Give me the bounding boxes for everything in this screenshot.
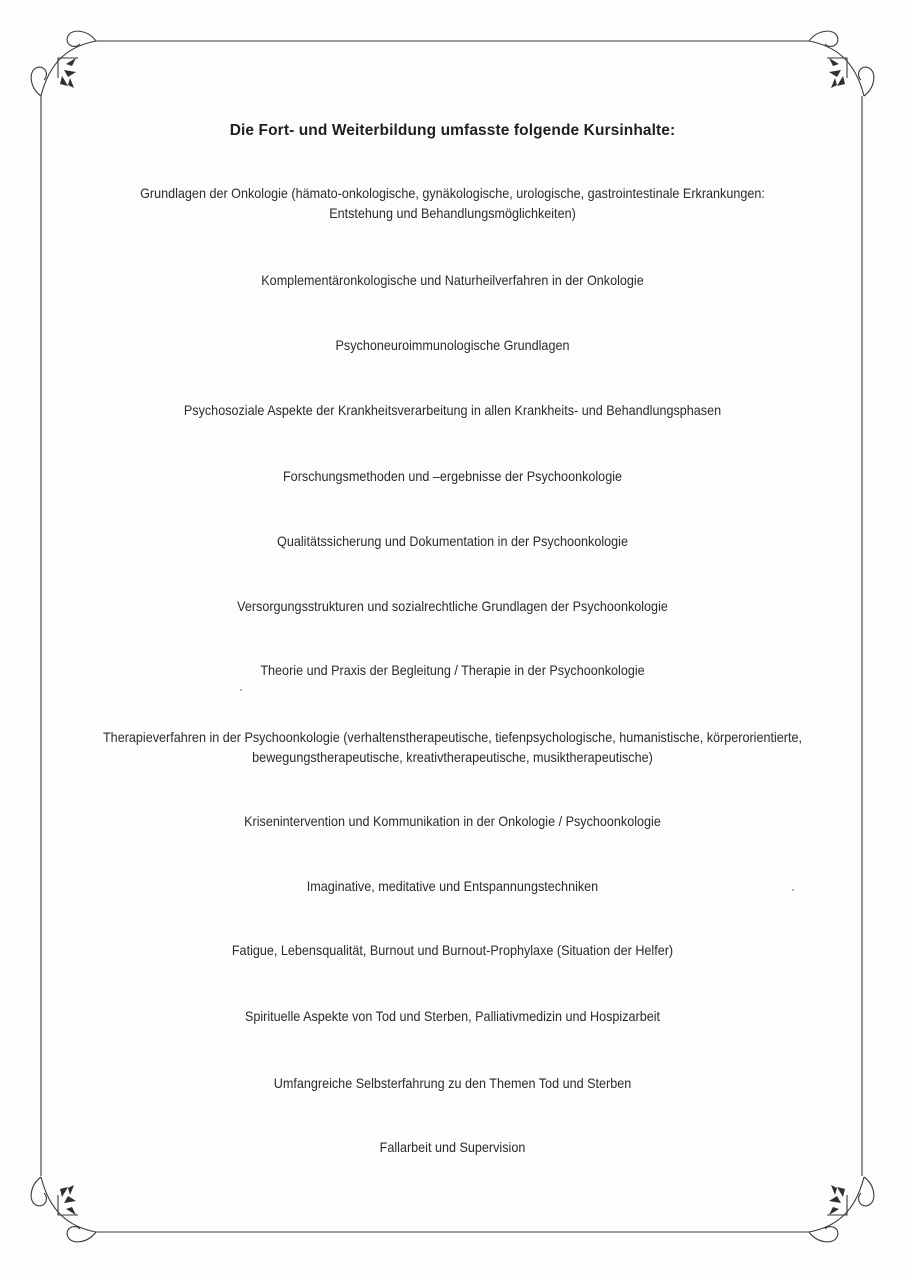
list-item <box>99 811 806 831</box>
list-item-line: Qualitätssicherung und Dokumentation in der Psychoonkologie <box>277 533 628 549</box>
flourish-corner-icon <box>31 31 96 96</box>
list-item-line: Spirituelle Aspekte von Tod und Sterben, Palliativmedizin und Hospizarbeit <box>244 1008 661 1024</box>
flourish-corner-icon <box>809 31 874 96</box>
list-item <box>99 335 806 355</box>
flourish-corner-icon <box>809 1177 874 1242</box>
list-item <box>99 466 806 486</box>
list-item <box>99 940 806 960</box>
list-item <box>99 596 806 616</box>
list-item <box>99 876 806 896</box>
list-item <box>99 531 806 551</box>
list-item <box>99 1073 806 1093</box>
list-item-line: Forschungsmethoden und –ergebnisse der Psychoonkologie <box>282 468 623 484</box>
list-item-line: Versorgungsstrukturen und sozialrechtliche Grundlagen der Psychoonkologie <box>237 598 668 614</box>
list-item-line: Therapieverfahren in der Psychoonkologie (verhaltenstherapeutische, tiefenpsychologische, humanistische, körperorientierte, <box>102 729 802 745</box>
list-item-line: Komplementäronkologische und Naturheilverfahren in der Onkologie <box>261 272 644 288</box>
flourish-corner-icon <box>31 1177 96 1242</box>
list-item <box>81 727 824 767</box>
list-item-line: bewegungstherapeutische, kreativtherapeutische, musiktherapeutische) <box>252 749 653 765</box>
list-item <box>99 1137 806 1157</box>
list-item <box>99 660 806 680</box>
scan-speck <box>792 889 794 891</box>
list-item-line: Psychosoziale Aspekte der Krankheitsverarbeitung in allen Krankheits- und Behandlungsphasen <box>183 402 722 418</box>
list-item-line: Umfangreiche Selbsterfahrung zu den Themen Tod und Sterben <box>273 1075 632 1091</box>
list-item-line: Entstehung und Behandlungsmöglichkeiten) <box>329 205 576 221</box>
scan-speck <box>240 689 242 691</box>
list-item-line: Theorie und Praxis der Begleitung / Therapie in der Psychoonkologie <box>260 662 645 678</box>
list-item <box>99 183 806 223</box>
list-item-line: Psychoneuroimmunologische Grundlagen <box>335 337 570 353</box>
list-item <box>99 400 806 420</box>
list-item-line: Krisenintervention und Kommunikation in der Onkologie / Psychoonkologie <box>244 813 661 829</box>
list-item <box>99 1006 806 1026</box>
list-item-line: Imaginative, meditative und Entspannungstechniken <box>306 878 599 894</box>
page-title: Die Fort- und Weiterbildung umfasste folgende Kursinhalte: <box>229 122 676 139</box>
list-item-line: Grundlagen der Onkologie (hämato-onkologische, gynäkologische, urologische, gastrointestinale Erkrankungen: <box>140 185 765 201</box>
list-item <box>99 270 806 290</box>
list-item-line: Fatigue, Lebensqualität, Burnout und Burnout-Prophylaxe (Situation der Helfer) <box>231 942 674 958</box>
list-item-line: Fallarbeit und Supervision <box>379 1139 526 1155</box>
